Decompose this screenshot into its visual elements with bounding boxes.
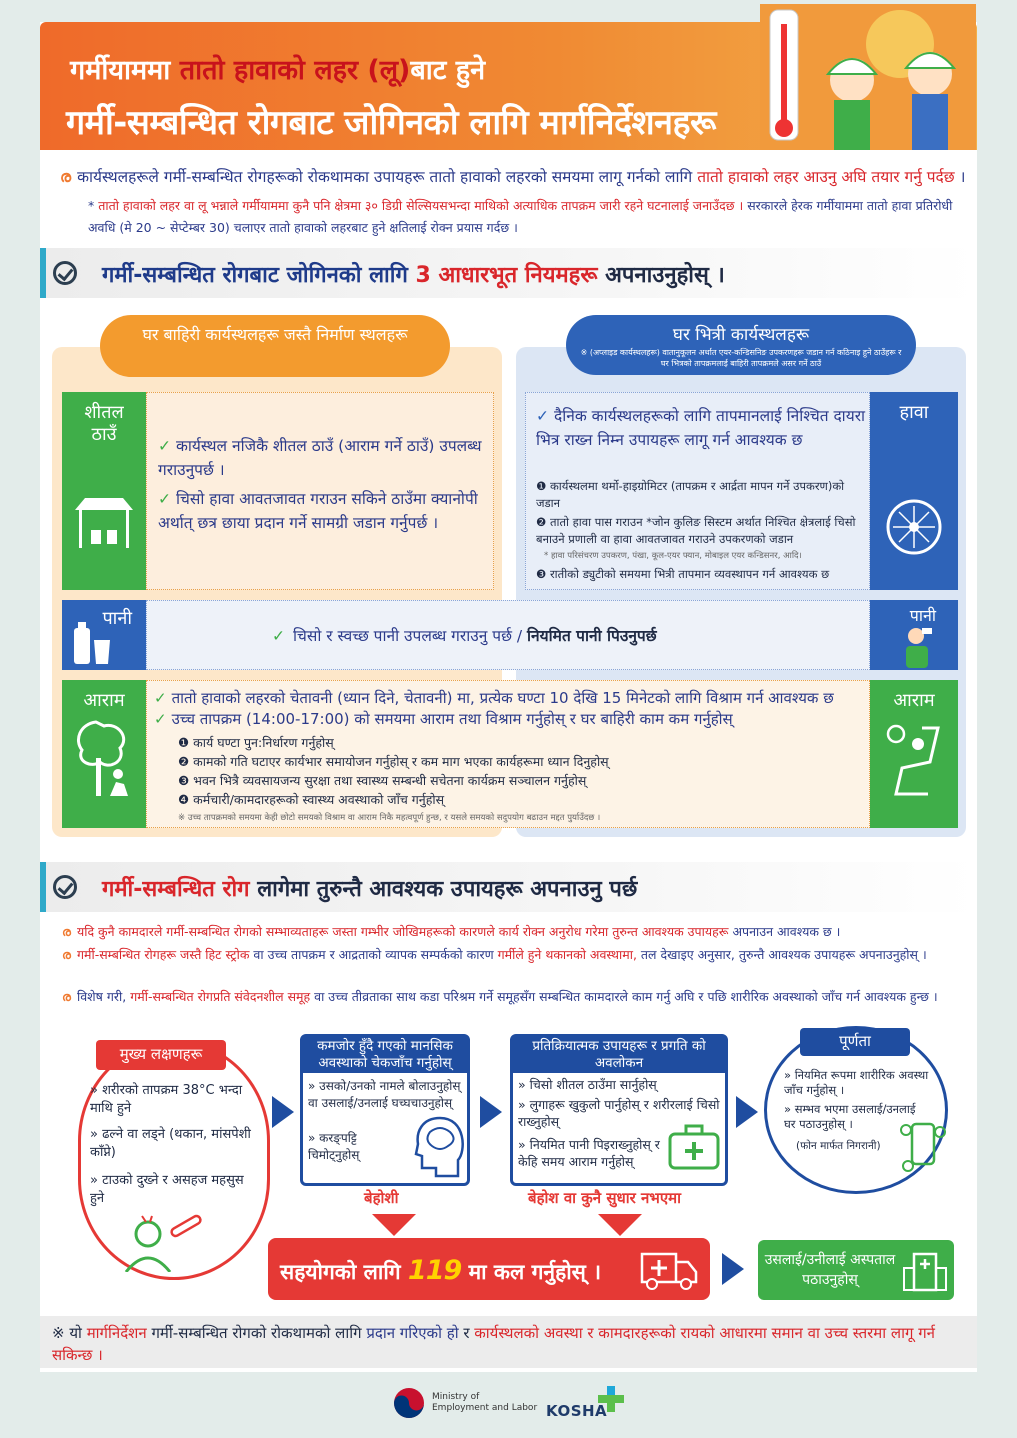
symptom-1: » शरीरको तापक्रम 38°C भन्दा माथि हुने bbox=[90, 1083, 243, 1116]
water-text: ✓ चिसो र स्वच्छ पानी उपलब्ध गराउनु पर्छ / नियमित पानी पिउनुपर्छ bbox=[272, 627, 657, 645]
emergency-line-2: ര गर्मी-सम्बन्धित रोगहरू जस्तै हिट स्ट्रोक वा उच्च तापक्रम र आद्रताको व्यापक सम्पर्कको कारण गर्मीले हुने थकानको अवस्थामा, तल देखाइए अनुसार, तुरुन्तै आवश्यक उपायहरू अपनाउनुहोस् । bbox=[62, 947, 927, 962]
ambulance-icon bbox=[640, 1248, 698, 1290]
intro-line: ര कार्यस्थलहरूले गर्मी-सम्बन्धित रोगहरूको रोकथामका उपायहरू तातो हावाको लहरको समयमा लागू गर्नको लागि तातो हावाको लहर आउनु अघि तयार गर्नु पर्दछ । bbox=[60, 168, 966, 186]
flow-arrow-1 bbox=[272, 1096, 294, 1128]
flow-arrow-3 bbox=[736, 1096, 758, 1128]
kosha-logo: KOSHA bbox=[546, 1402, 608, 1420]
first-aid-kit-icon bbox=[666, 1124, 722, 1172]
done-note: (फोन मार्फत निगरानी) bbox=[796, 1140, 881, 1152]
rest-item-1: ❶ कार्य घण्टा पुन:निर्धारण गर्नुहोस् bbox=[178, 735, 334, 750]
hospital-text: उसलाई/उनीलाई अस्पताल पठाउनुहोस् bbox=[764, 1252, 896, 1288]
no-improvement-down-arrow bbox=[598, 1214, 642, 1236]
brain-head-icon bbox=[414, 1116, 466, 1178]
shade-item-2: ✓ चिसो हावा आवतजावत गराउन सकिने ठाउँमा क्यानोपी अर्थात् छत्र छाया प्रदान गर्ने सामग्री जडान गर्नुपर्छ । bbox=[158, 490, 478, 532]
section-rules-bar bbox=[40, 248, 977, 298]
reclining-chair-icon bbox=[882, 722, 946, 802]
canopy-icon bbox=[71, 494, 137, 550]
water-tile-right: पानी bbox=[870, 600, 958, 670]
air-item-3: ❸ रातीको ड्युटीको समयमा भित्री तापमान व्यवस्थापन गर्न आवश्यक छ bbox=[536, 567, 830, 581]
rest-tile-right: आराम bbox=[870, 680, 958, 828]
rest-check-2: ✓ उच्च तापक्रम (14:00-17:00) को समयमा आराम तथा विश्राम गर्नुहोस् र घर बाहिरी काम कम गर्नुहोस् bbox=[154, 710, 733, 728]
rest-item-4: ❹ कर्मचारी/कामदारहरूको स्वास्थ्य अवस्थाको जाँच गर्नुहोस् bbox=[178, 792, 445, 807]
fan-icon bbox=[885, 498, 943, 556]
check-title: कमजोर हुँदै गएको मानसिक अवस्थाको चेकजाँच गर्नुहोस् bbox=[303, 1037, 467, 1073]
air-tile: हावा bbox=[870, 392, 958, 590]
rest-tile-left: आराम bbox=[62, 680, 146, 828]
hospital-building-icon bbox=[902, 1250, 948, 1292]
response-item-2: » लुगाहरू खुकुलो पार्नुहोस् र शरीरलाई चिसो राख्नुहोस् bbox=[518, 1097, 720, 1129]
response-title: प्रतिक्रियात्मक उपायहरू र प्रगति को अवलोकन bbox=[513, 1037, 725, 1073]
shade-item-1: ✓ कार्यस्थल नजिकै शीतल ठाउँ (आराम गर्ने ठाउँ) उपलब्ध गराउनुपर्छ । bbox=[158, 437, 482, 479]
faint-down-arrow bbox=[372, 1214, 416, 1236]
symptom-3: » टाउको दुख्ने र असहज महसुस हुने bbox=[90, 1173, 244, 1206]
water-tile-left: पानी bbox=[62, 600, 146, 670]
section-rules-title: गर्मी-सम्बन्धित रोगबाट जोगिनको लागि 3 आधारभूत नियमहरू अपनाउनुहोस् । bbox=[102, 263, 725, 288]
done-title: पूर्णता bbox=[800, 1028, 910, 1056]
done-item-2: » सम्भव भएमा उसलाई/उनलाई घर पठाउनुहोस् । bbox=[784, 1102, 916, 1131]
check-circle-icon bbox=[53, 875, 77, 899]
emergency-line-1: ര यदि कुनै कामदारले गर्मी-सम्बन्धित रोगको सम्भाव्यताहरू जस्ता गम्भीर जोखिमहरूको कारणले कार्य रोक्न अनुरोध गरेमा तुरुन्त आवश्यक उपायहरू अपनाउन आवश्यक छ । bbox=[62, 924, 841, 939]
flow-arrow-4 bbox=[722, 1253, 744, 1285]
footer-note: ※ यो मार्गनिर्देशन गर्मी-सम्बन्धित रोगको रोकथामको लागि प्रदान गरिएको हो र कार्यस्थलको अवस्था र कामदारहरूको रायको आधारमा समान वा उच्च स्तरमा लागू गर्न सकिन्छ । bbox=[52, 1324, 935, 1364]
kosha-cross-icon bbox=[596, 1384, 626, 1414]
indoor-title: घर भित्री कार्यस्थलहरू bbox=[672, 325, 810, 345]
ministry-emblem-icon bbox=[392, 1386, 426, 1420]
check-circle-icon bbox=[53, 261, 77, 285]
outdoor-title: घर बाहिरी कार्यस्थलहरू जस्तै निर्माण स्थलहरू bbox=[100, 315, 450, 377]
air-item-1: ❶ कार्यस्थलमा थर्मो-हाइग्रोमिटर (तापक्रम र आर्द्रता मापन गर्ने उपकरण)को जडान bbox=[536, 479, 845, 510]
done-item-1: » नियमित रूपमा शारीरिक अवस्था जाँच गर्नुहोस् । bbox=[784, 1068, 929, 1097]
rest-item-3: ❸ भवन भित्रै व्यवसायजन्य सुरक्षा तथा स्वास्थ्य सम्बन्धी सचेतना कार्यक्रम सञ्चालन गर्नुहोस् bbox=[178, 773, 587, 788]
response-item-3: » नियमित पानी पिइराख्नुहोस् र केहि समय आराम गर्नुहोस् bbox=[518, 1137, 660, 1169]
rest-check-1: ✓ तातो हावाको लहरको चेतावनी (ध्यान दिने, चेतावनी) मा, प्रत्येक घण्टा 10 देखि 15 मिनेटको लागि विश्राम गर्न आवश्यक छ bbox=[154, 689, 834, 707]
workers-heat-illustration bbox=[760, 4, 976, 150]
water-bottle-icon bbox=[70, 620, 114, 666]
call-119-text: सहयोगको लागि 119 मा कल गर्नुहोस् । bbox=[280, 1255, 602, 1286]
shade-tile: शीतल ठाउँ bbox=[62, 392, 146, 590]
symptoms-title: मुख्य लक्षणहरू bbox=[96, 1040, 226, 1070]
rest-item-2: ❷ कामको गति घटाएर कार्यभार समायोजन गर्नुहोस् र कम माग भएका कार्यहरूमा ध्यान दिनुहोस् bbox=[178, 754, 609, 769]
response-item-1: » चिसो शीतल ठाउँमा सार्नुहोस् bbox=[518, 1077, 657, 1092]
indoor-header bbox=[566, 315, 916, 375]
rest-note: ※ उच्च तापक्रमको समयमा केही छोटो समयको विश्राम वा आराम निकै महत्वपूर्ण हुन्छ, र यसले समयको सदुपयोग बढाउन मद्दत पुर्याउँदछ । bbox=[178, 813, 601, 823]
section-emergency-title: गर्मी-सम्बन्धित रोग लागेमा तुरुन्तै आवश्यक उपायहरू अपनाउनु पर्छ bbox=[102, 877, 638, 902]
emergency-line-3: ര विशेष गरी, गर्मी-सम्बन्धित रोगप्रति संवेदनशील समूह वा उच्च तीव्रताका साथ कडा परिश्रम गर्ने समूहसँग सम्बन्धित कामदारले काम गर्नु अघि र पछि शारीरिक अवस्थाको जाँच गर्न आवश्यक हुन्छ । bbox=[62, 989, 938, 1004]
phone-monitoring-icon bbox=[900, 1118, 946, 1176]
check-item-2: » करङ्पट्टि चिमोट्नुहोस् bbox=[308, 1131, 360, 1162]
flow-arrow-2 bbox=[480, 1096, 502, 1128]
air-item-2: ❷ तातो हावा पास गराउन *जोन कुलिङ सिस्टम अर्थात निश्चित क्षेत्रलाई चिसो बनाउने प्रणाली वा हावा आवतजावत गराउने उपकरणको जडान bbox=[536, 515, 856, 546]
feverish-person-icon bbox=[124, 1214, 208, 1272]
intro-note: * तातो हावाको लहर वा लू भन्नाले गर्मीयाममा कुनै पनि क्षेत्रमा ३० डिग्री सेल्सियसभन्दा माथिको अत्याधिक तापक्रम जारी रहने घटनालाई जनाउँदछ । सरकारले हेरक गर्मीयाममा तातो हावा प्रतिरोधी अवधि (मे 20 ~ सेप्टेम्बर 30) चलाएर तातो हावाको लहरबाट हुने क्षतिलाई रोक्न प्रयास गर्दछ । bbox=[88, 198, 953, 235]
no-improvement-label: बेहोश वा कुनै सुधार नभएमा bbox=[528, 1189, 681, 1207]
faint-label: बेहोशी bbox=[364, 1189, 399, 1207]
header-line1: गर्मीयाममा तातो हावाको लहर (लू)बाट हुने bbox=[70, 55, 486, 86]
drinking-person-icon bbox=[900, 624, 936, 668]
ministry-logo-text: Ministry of Employment and Labor bbox=[432, 1392, 538, 1413]
swirl-bullet-icon: ര bbox=[60, 168, 72, 186]
tree-rest-icon bbox=[72, 718, 136, 798]
air-note: * हावा परिसंचरण उपकरण, पंखा, कूल-एयर फ्यान, मोबाइल एयर कन्डिसनर, आदि। bbox=[544, 551, 802, 561]
indoor-subtitle: ※ (अप्लाइड कार्यस्थलहरू) वातानुकूलन अर्थात एयर-कन्डिसनिङ उपकरणहरू जडान गर्न कठिनाइ हुने ठाउँहरू र घर भित्रको तापक्रमलाई बाहिरी तापक्रमले असर गर्ने ठाउँ bbox=[580, 348, 902, 368]
section-emergency-bar bbox=[40, 862, 977, 912]
header-title: गर्मी-सम्बन्धित रोगबाट जोगिनको लागि मार्गनिर्देशनहरू bbox=[66, 103, 716, 143]
air-lead: ✓ दैनिक कार्यस्थलहरूको लागि तापमानलाई निश्चित दायरा भित्र राख्न निम्न उपायहरू लागू गर्न आवश्यक छ bbox=[536, 407, 866, 449]
symptom-2: » ढल्ने वा लड्ने (थकान, मांसपेशी काँप्ने) bbox=[90, 1127, 251, 1160]
check-item-1: » उसको/उनको नामले बोलाउनुहोस् वा उसलाई/उनलाई घच्घचाउनुहोस् bbox=[308, 1079, 461, 1110]
